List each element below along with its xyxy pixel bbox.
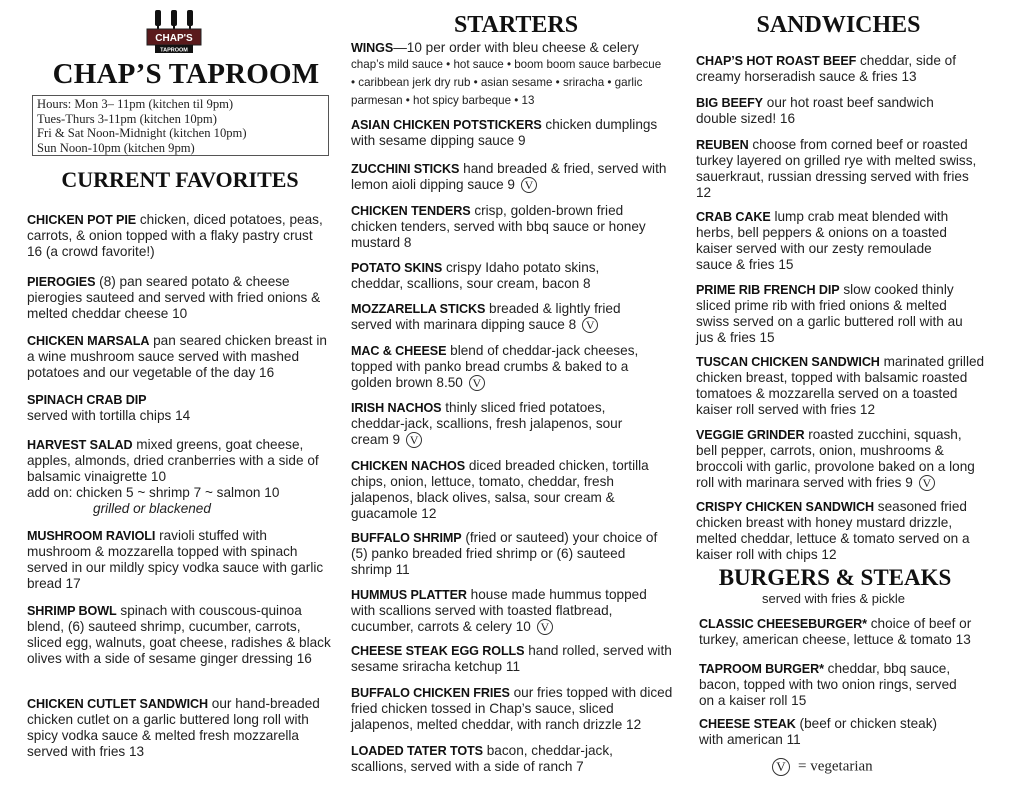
item-desc: served with tortilla chips 14 xyxy=(27,408,191,423)
vegetarian-icon: V xyxy=(919,475,935,491)
vegetarian-icon: V xyxy=(772,758,790,776)
menu-item xyxy=(351,530,663,578)
column-starters xyxy=(351,0,681,791)
item-desc: lump crab meat blended with herbs, bell peppers & onions on a toasted kaiser served with our zesty remoulade sauce & fries 15 xyxy=(696,209,949,272)
menu-item xyxy=(696,209,971,273)
item-name: HUMMUS PLATTER xyxy=(351,588,467,602)
menu-item xyxy=(351,203,651,251)
item-desc: chicken, diced potatoes, peas, carrots, & onion topped with a flaky pastry crust 16 (a crowd favorite!) xyxy=(27,212,323,259)
item-desc: hand rolled, served with sesame sriracha ketchup 11 xyxy=(351,643,672,674)
item-name: PRIME RIB FRENCH DIP xyxy=(696,283,840,297)
menu-item xyxy=(696,282,976,346)
item-desc: breaded & lightly fried served with marinara dipping sauce 8 xyxy=(351,301,621,332)
item-desc: crisp, golden-brown fried chicken tenders, served with bbq sauce or honey mustard 8 xyxy=(351,203,646,250)
menu-item xyxy=(696,95,956,127)
item-name: CRISPY CHICKEN SANDWICH xyxy=(696,500,874,514)
item-name: CHICKEN NACHOS xyxy=(351,459,466,473)
item-desc: diced breaded chicken, tortilla chips, onion, lettuce, tomato, cheddar, fresh jalapenos, black olives, salsa, sour cream & guacamole 12 xyxy=(351,458,649,521)
hours-line: Sun Noon-10pm (kitchen 9pm) xyxy=(37,140,195,155)
item-addon-note: grilled or blackened xyxy=(93,501,211,516)
item-desc: ravioli stuffed with mushroom & mozzarella topped with spinach served in our mildly spicy vodka sauce with garlic bread 17 xyxy=(27,528,324,591)
item-name: VEGGIE GRINDER xyxy=(696,428,805,442)
menu-item xyxy=(351,161,669,193)
item-desc: mixed greens, goat cheese, apples, almonds, dried cranberries with a side of balsamic vinaigrette 10 xyxy=(27,437,319,484)
item-desc: choose from corned beef or roasted turkey layered on grilled rye with melted swiss, sauerkraut, russian dressing served with fries 12 xyxy=(696,137,977,200)
vegetarian-icon: V xyxy=(537,619,553,635)
item-desc: blend of cheddar-jack cheeses, topped with panko bread crumbs & baked to a golden brown 8.50 xyxy=(351,343,639,390)
item-name: MUSHROOM RAVIOLI xyxy=(27,529,156,543)
item-desc: (beef or chicken steak) with american 11 xyxy=(699,716,938,747)
menu-item xyxy=(696,137,986,201)
item-name: CRAB CAKE xyxy=(696,210,771,224)
menu-item xyxy=(27,212,327,260)
item-name: TUSCAN CHICKEN SANDWICH xyxy=(696,355,880,369)
item-name: CHEESE STEAK EGG ROLLS xyxy=(351,644,525,658)
menu-item xyxy=(27,528,333,592)
restaurant-title: CHAP’S TAPROOM xyxy=(52,58,320,90)
item-name: HARVEST SALAD xyxy=(27,438,133,452)
wings-sauce-list: chap’s mild sauce • hot sauce • boom boom sauce barbecue • caribbean jerk dry rub • asian sesame • sriracha • garlic parmesan • hot spicy barbeque • 13 xyxy=(351,58,662,107)
menu-item xyxy=(27,392,333,424)
svg-text:CHAP'S: CHAP'S xyxy=(155,33,193,44)
section-title-sandwiches: SANDWICHES xyxy=(756,12,921,38)
column-favorites xyxy=(0,0,345,791)
menu-item xyxy=(351,260,641,292)
logo-icon xyxy=(145,10,203,54)
menu-item xyxy=(351,643,676,675)
menu-item xyxy=(27,437,333,517)
menu-item xyxy=(696,499,986,563)
item-name: CHICKEN TENDERS xyxy=(351,204,471,218)
hours-box xyxy=(32,95,329,156)
item-name: LOADED TATER TOTS xyxy=(351,744,483,758)
menu-item xyxy=(351,685,676,733)
item-name: ZUCCHINI STICKS xyxy=(351,162,460,176)
menu-item xyxy=(27,274,333,322)
item-desc: bacon, cheddar-jack, scallions, served with a side of ranch 7 xyxy=(351,743,613,774)
item-name: BUFFALO CHICKEN FRIES xyxy=(351,686,510,700)
item-name: BUFFALO SHRIMP xyxy=(351,531,462,545)
item-name: MAC & CHEESE xyxy=(351,344,447,358)
item-name: CHICKEN CUTLET SANDWICH xyxy=(27,697,208,711)
menu-item xyxy=(696,53,986,85)
menu-item xyxy=(351,117,669,149)
section-subtitle-burgers: served with fries & pickle xyxy=(761,591,906,606)
item-name: CHAP’S HOT ROAST BEEF xyxy=(696,54,857,68)
vegetarian-legend xyxy=(772,758,873,776)
item-name: CHEESE STEAK xyxy=(699,717,796,731)
menu-item xyxy=(351,587,669,635)
item-name: POTATO SKINS xyxy=(351,261,443,275)
item-desc: our hand-breaded chicken cutlet on a garlic buttered long roll with spicy vodka sauce & melted fresh mozzarella served with fries 13 xyxy=(27,696,320,759)
section-title-favorites: CURRENT FAVORITES xyxy=(61,167,299,192)
menu-item xyxy=(699,616,999,648)
column-sandwiches xyxy=(696,0,1006,791)
item-desc: cheddar, side of creamy horseradish sauce & fries 13 xyxy=(696,53,956,84)
menu-item xyxy=(351,743,651,775)
item-name: SHRIMP BOWL xyxy=(27,604,117,618)
svg-text:TAPROOM: TAPROOM xyxy=(160,47,188,54)
item-desc: (8) pan seared potato & cheese pierogies sauteed and served with fried onions & melted cheddar cheese 10 xyxy=(27,274,321,321)
item-desc: chicken dumplings with sesame dipping sauce 9 xyxy=(351,117,658,148)
menu-item xyxy=(699,716,959,748)
menu-item-wings xyxy=(351,40,663,110)
item-desc: thinly sliced fried potatoes, cheddar-jack, scallions, fresh jalapenos, sour cream 9 xyxy=(351,400,623,447)
item-desc: slow cooked thinly sliced prime rib with fried onions & melted swiss served on a garlic buttered roll with au jus & fries 15 xyxy=(696,282,963,345)
vegetarian-icon: V xyxy=(582,317,598,333)
item-desc: (fried or sauteed) your choice of (5) panko breaded fried shrimp or (6) sauteed shrimp 11 xyxy=(351,530,658,577)
item-desc: crispy Idaho potato skins, cheddar, scallions, sour cream, bacon 8 xyxy=(351,260,600,291)
item-name: SPINACH CRAB DIP xyxy=(27,393,147,407)
menu-item xyxy=(351,400,651,448)
item-name: WINGS xyxy=(351,41,394,55)
menu-item xyxy=(351,458,669,522)
item-desc: pan seared chicken breast in a wine mushroom sauce served with mashed potatoes and our vegetable of the day 16 xyxy=(27,333,327,380)
item-desc: hand breaded & fried, served with lemon aioli dipping sauce 9 xyxy=(351,161,667,192)
item-name: CHICKEN POT PIE xyxy=(27,213,137,227)
item-desc: spinach with couscous-quinoa blend, (6) sauteed shrimp, cucumber, carrots, sliced egg, walnuts, goat cheese, radishes & black olives with a side of sesame ginger dressing 16 xyxy=(27,603,331,666)
section-title-starters: STARTERS xyxy=(453,12,579,38)
section-title-burgers: BURGERS & STEAKS xyxy=(718,565,952,590)
item-addon: add on: chicken 5 ~ shrimp 7 ~ salmon 10 xyxy=(27,485,280,500)
menu-item xyxy=(27,696,339,760)
menu-item xyxy=(699,661,969,709)
vegetarian-icon: V xyxy=(521,177,537,193)
menu-item xyxy=(351,343,663,391)
item-name: PIEROGIES xyxy=(27,275,96,289)
menu-item xyxy=(696,354,986,418)
menu-item xyxy=(351,301,651,333)
hours-line: Hours: Mon 3– 11pm (kitchen til 9pm) xyxy=(37,97,234,111)
item-name: MOZZARELLA STICKS xyxy=(351,302,486,316)
item-name: IRISH NACHOS xyxy=(351,401,442,415)
item-desc: marinated grilled chicken breast, topped with balsamic roasted tomatoes & mozzarella served on a toasted kaiser roll served with fries 12 xyxy=(696,354,985,417)
item-desc: —10 per order with bleu cheese & celery xyxy=(393,40,639,55)
item-desc: seasoned fried chicken breast with honey mustard drizzle, melted cheddar, lettuce & tomato served on a kaiser roll with chips 12 xyxy=(696,499,970,562)
item-name: TAPROOM BURGER* xyxy=(699,662,824,676)
hours-line: Fri & Sat Noon-Midnight (kitchen 10pm) xyxy=(37,126,247,140)
item-name: BIG BEEFY xyxy=(696,96,763,110)
item-desc: house made hummus topped with scallions served with toasted flatbread, cucumber, carrots & celery 10 xyxy=(351,587,647,634)
item-name: CHICKEN MARSALA xyxy=(27,334,150,348)
item-name: REUBEN xyxy=(696,138,749,152)
item-desc: choice of beef or turkey, american cheese, lettuce & tomato 13 xyxy=(699,616,972,647)
hours-line: Tues-Thurs 3-11pm (kitchen 10pm) xyxy=(37,111,217,126)
vegetarian-icon: V xyxy=(469,375,485,391)
vegetarian-icon: V xyxy=(406,432,422,448)
item-desc: cheddar, bbq sauce, bacon, topped with two onion rings, served on a kaiser roll 15 xyxy=(699,661,957,708)
menu-item xyxy=(27,603,333,667)
item-name: ASIAN CHICKEN POTSTICKERS xyxy=(351,118,542,132)
menu-item xyxy=(696,427,986,491)
item-desc: our hot roast beef sandwich double sized! 16 xyxy=(696,95,934,126)
item-name: CLASSIC CHEESEBURGER* xyxy=(699,617,867,631)
item-desc: roasted zucchini, squash, bell pepper, carrots, onion, mushrooms & broccoli with garlic, provolone baked on a long roll with marinara served with fries 9 xyxy=(696,427,975,490)
menu-item xyxy=(27,333,333,381)
legend-label: = vegetarian xyxy=(798,758,873,775)
item-desc: our fries topped with diced fried chicken tossed in Chap’s sauce, sliced jalapenos, melted cheddar, with ranch drizzle 12 xyxy=(351,685,673,732)
